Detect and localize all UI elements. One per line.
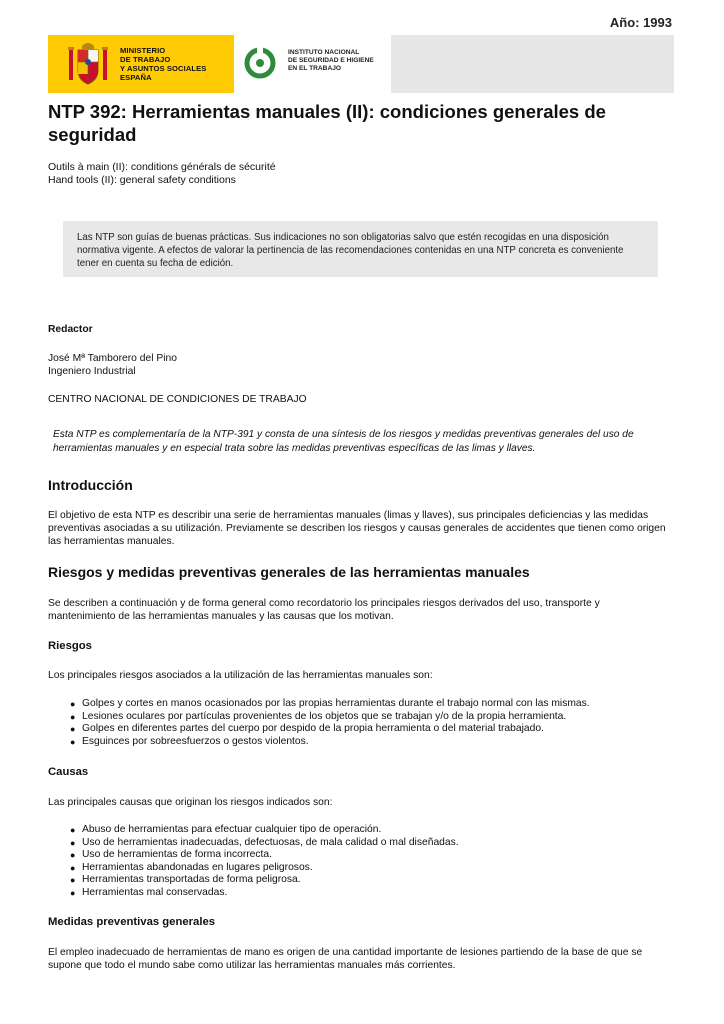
author-center: CENTRO NACIONAL DE CONDICIONES DE TRABAJO	[48, 394, 307, 405]
subheading-causes: Causas	[48, 766, 89, 778]
ministry-logo-text: MINISTERIO DE TRABAJO Y ASUNTOS SOCIALES ESPAÑA	[120, 46, 207, 82]
list-item: ● Uso de herramientas de forma incorrecta.	[70, 849, 273, 861]
list-item: ● Abuso de herramientas para efectuar cualquier tipo de operación.	[70, 824, 382, 835]
coat-of-arms-icon	[66, 40, 110, 88]
bullet-icon: ●	[70, 862, 76, 873]
general-measures-text: El empleo inadecuado de herramientas de mano es origen de una cantidad importante de lesiones partiendo de la base de que se supone que todo el mundo sabe como utilizar las herramientas manuales más corrientes.	[48, 947, 643, 971]
subheading-risks: Riesgos	[48, 640, 92, 652]
list-item: ● Esguinces por sobreesfuerzos o gestos violentos.	[70, 735, 309, 747]
author-role: Ingeniero Industrial	[48, 366, 136, 377]
bullet-icon: ●	[70, 887, 76, 898]
institute-logo-text: INSTITUTO NACIONAL DE SEGURIDAD E HIGIENE EN EL TRABAJO	[288, 49, 374, 73]
section-heading-risks-measures: Riesgos y medidas preventivas generales de las herramientas manuales	[48, 564, 530, 580]
alternate-titles	[48, 161, 276, 187]
bullet-icon: ●	[70, 850, 76, 861]
list-item: ● Herramientas transportadas de forma peligrosa.	[70, 874, 301, 886]
bullet-icon: ●	[70, 825, 76, 835]
list-item: ● Herramientas abandonadas en lugares peligrosos.	[70, 861, 313, 873]
document-title: NTP 392: Herramientas manuales (II): condiciones generales de seguridad	[48, 101, 606, 145]
bullet-icon: ●	[70, 875, 76, 886]
risks-intro: Los principales riesgos asociados a la utilización de las herramientas manuales son:	[48, 670, 433, 681]
risks-list	[70, 698, 590, 748]
list-item: ● Lesiones oculares por partículas provenientes de los objetos que se trabajan y/o de la propia herramienta.	[70, 710, 567, 722]
publication-year: Año: 1993	[609, 15, 672, 30]
author-label: Redactor	[48, 324, 93, 335]
causes-intro: Las principales causas que originan los riesgos indicados son:	[48, 797, 333, 808]
bullet-icon: ●	[70, 724, 76, 735]
institute-emblem-icon	[244, 47, 276, 79]
bullet-icon: ●	[70, 837, 76, 848]
abstract: Esta NTP es complementaría de la NTP-391 y consta de una síntesis de los riesgos y medidas preventivas generales del uso de herramientas manuales y en especial trata sobre las medidas preventivas específicas de las limas y llaves.	[53, 429, 634, 454]
list-item: ● Golpes y cortes en manos ocasionados por las propias herramientas durante el trabajo normal con las mismas.	[70, 698, 590, 709]
subheading-general-measures: Medidas preventivas generales	[48, 916, 216, 928]
risks-measures-text: Se describen a continuación y de forma general como recordatorio los principales riesgos derivados del uso, transporte y mantenimiento de las herramientas manuales y las causas que los motivan.	[48, 598, 600, 622]
title-english: Hand tools (II): general safety conditions	[48, 174, 236, 186]
section-heading-introduction: Introducción	[48, 477, 133, 493]
list-item: ● Herramientas mal conservadas.	[70, 886, 228, 898]
title-french: Outils à main (II): conditions générals de sécurité	[48, 161, 276, 173]
list-item: ● Golpes en diferentes partes del cuerpo por despido de la propia herramienta o del material trabajado.	[70, 723, 544, 735]
bullet-icon: ●	[70, 736, 76, 747]
list-item: ● Uso de herramientas inadecuadas, defectuosas, de mala calidad o mal diseñadas.	[70, 836, 459, 848]
introduction-text: El objetivo de esta NTP es describir una serie de herramientas manuales (limas y llaves), sus principales deficiencias y las medidas preventivas asociadas a su utilización. Previamente se describen los riesgos y causas generales de accidentes que tienen como origen las herramientas manuales.	[48, 510, 666, 547]
institute-logo	[234, 35, 391, 93]
header-banner	[48, 35, 674, 93]
bullet-icon: ●	[70, 711, 76, 722]
bullet-icon: ●	[70, 699, 76, 709]
ministry-logo	[48, 35, 234, 93]
author-name: José Mª Tamborero del Pino	[48, 353, 177, 364]
disclaimer-notice: Las NTP son guías de buenas prácticas. Sus indicaciones no son obligatorias salvo que estén recogidas en una disposición normativa vigente. A efectos de valorar la pertinencia de las recomendaciones contenidas en una NTP concreta es conveniente tener en cuenta su fecha de edición.	[63, 221, 658, 277]
causes-list	[70, 824, 459, 900]
